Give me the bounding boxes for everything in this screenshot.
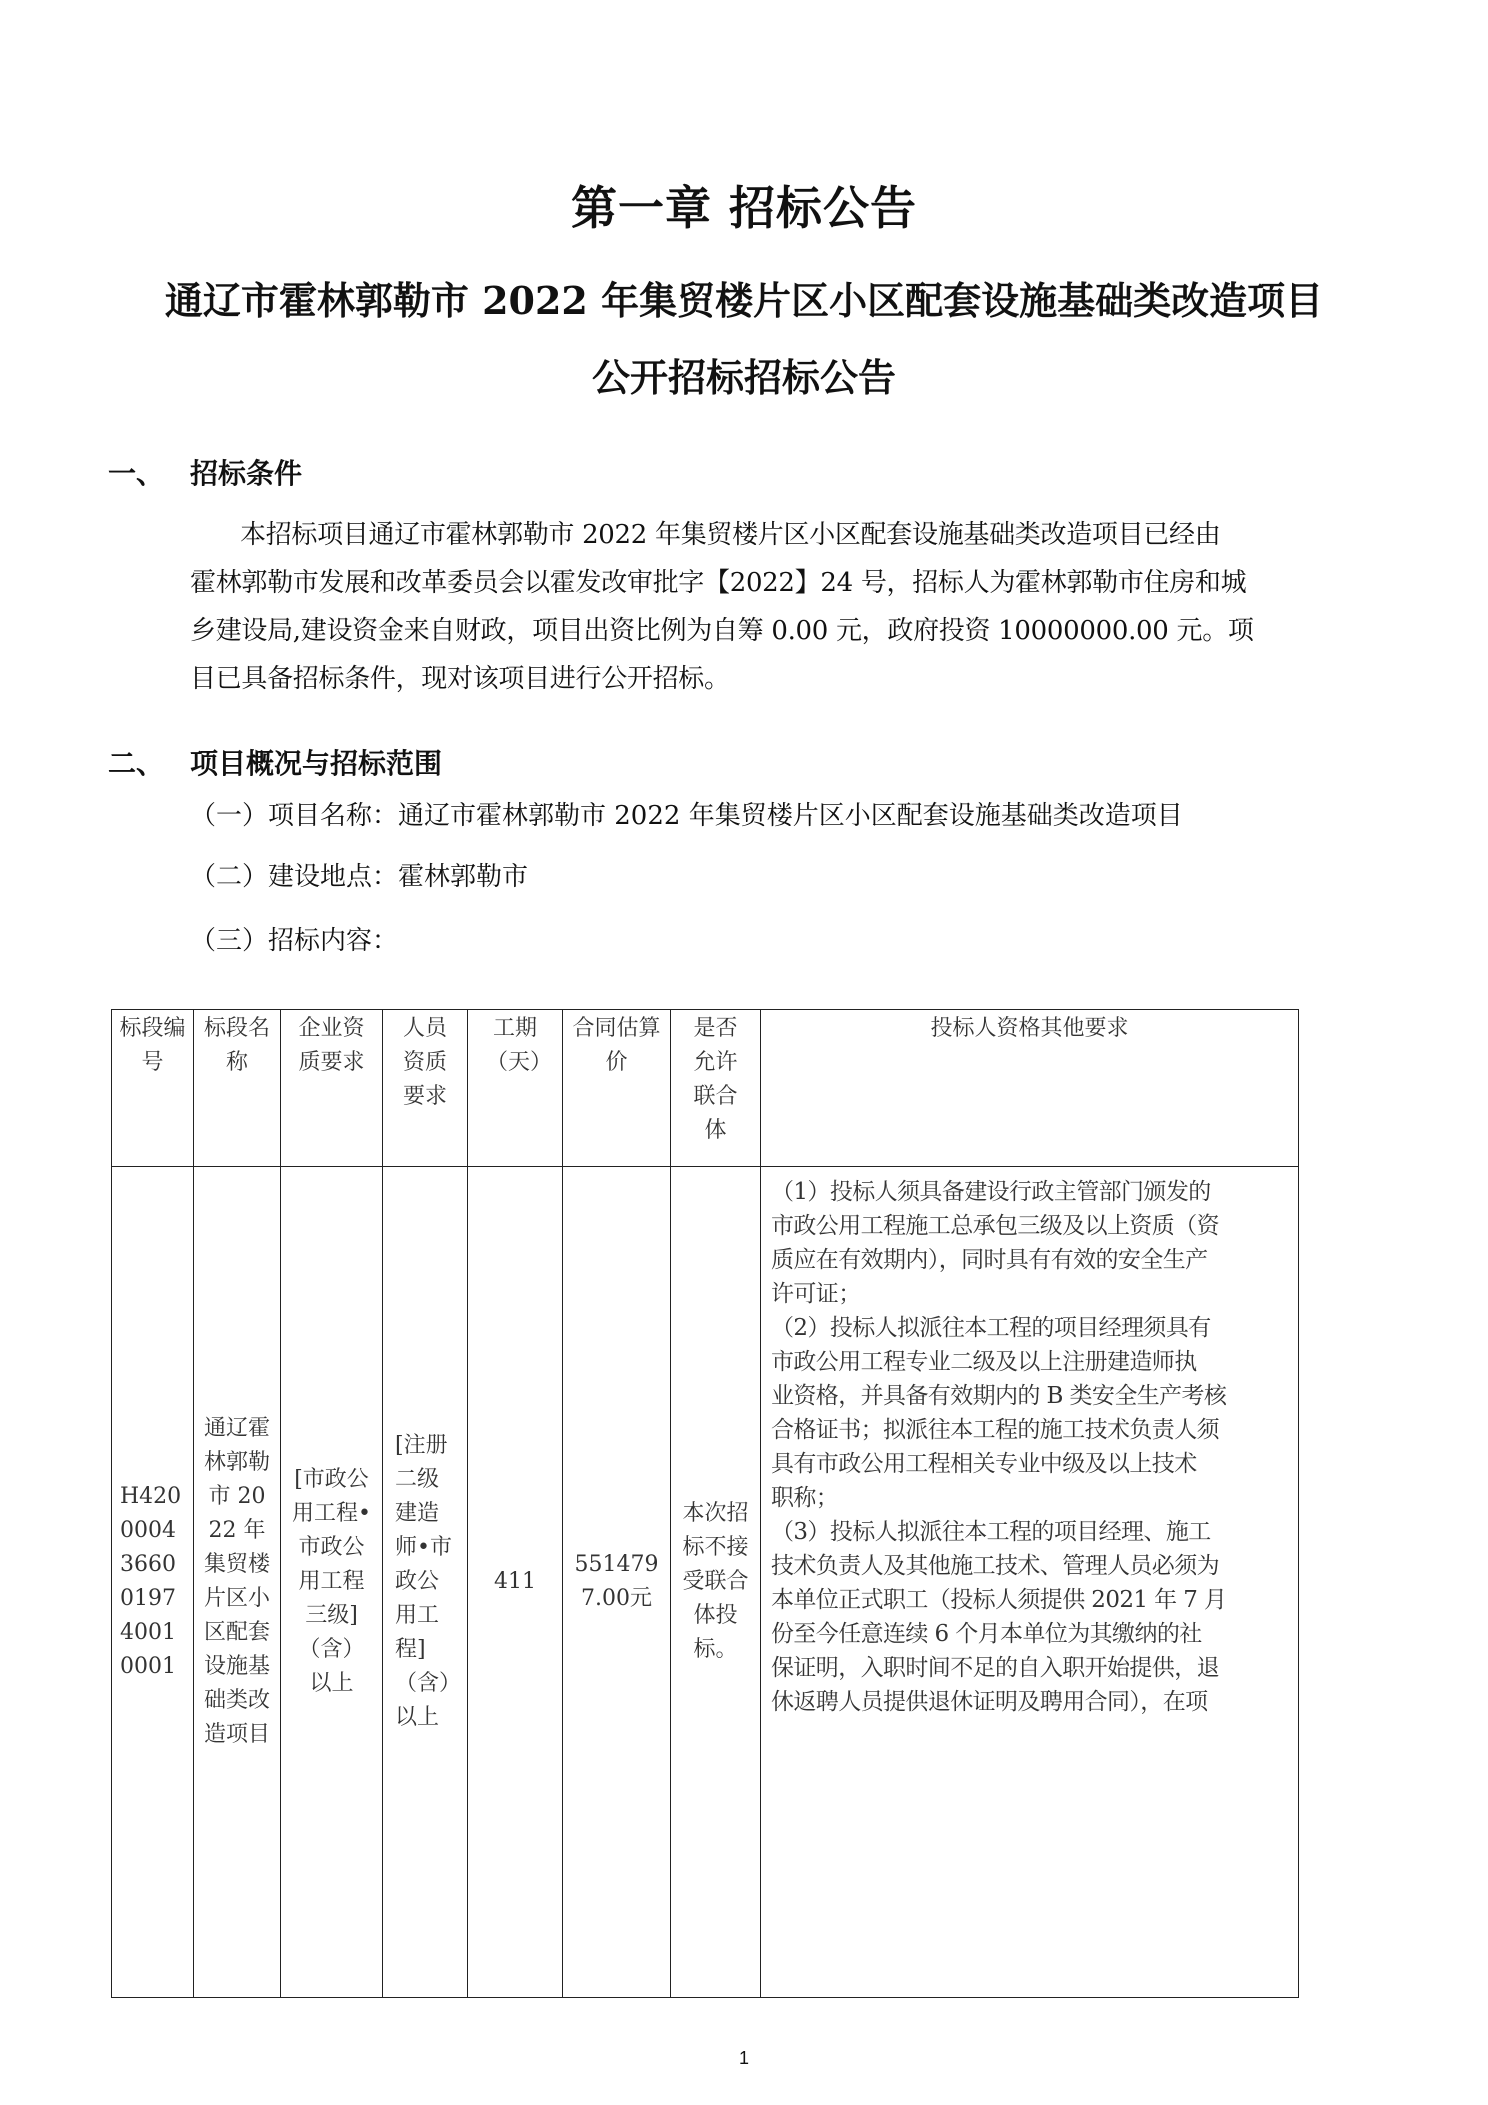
header-cell: 人员资质要求: [383, 1010, 468, 1167]
section-code-cell: H42000043660019740010001: [112, 1167, 194, 1998]
header-cell: 工期（天）: [468, 1010, 563, 1167]
requirement-line: 职称；: [771, 1485, 839, 1511]
header-cell: 企业资质要求: [281, 1010, 383, 1167]
page-number: 1: [738, 2048, 749, 2068]
section1-title: 招标条件: [190, 457, 303, 490]
header-cell: 标段名称: [194, 1010, 281, 1167]
requirement-line: 保证明，入职时间不足的自入职开始提供，退: [771, 1655, 1220, 1681]
tender-table: [111, 1009, 1299, 1998]
section2-title: 项目概况与招标范围: [190, 747, 443, 780]
header-cell: 合同估算价: [563, 1010, 671, 1167]
section2-number: 二、: [108, 747, 165, 780]
header-cell: 是否允许联合体: [671, 1010, 761, 1167]
requirement-line: 质应在有效期内），同时具有有效的安全生产: [771, 1247, 1208, 1273]
requirement-line: 许可证；: [771, 1281, 861, 1307]
requirement-line: 业资格，并具备有效期内的 B 类安全生产考核: [771, 1383, 1227, 1409]
project-name-item: （一）项目名称：通辽市霍林郭勒市 2022 年集贸楼片区小区配套设施基础类改造项目: [190, 801, 1183, 831]
consortium-cell: 本次招标不接受联合体投标。: [671, 1167, 761, 1998]
requirement-line: 市政公用工程专业二级及以上注册建造师执: [771, 1349, 1197, 1375]
section1-number: 一、: [108, 457, 165, 490]
section1-heading: [108, 452, 302, 492]
duration-cell: 411: [468, 1167, 563, 1998]
paragraph-line: 霍林郭勒市发展和改革委员会以霍发改审批字【2022】24 号，招标人为霍林郭勒市住房和城: [190, 568, 1247, 598]
requirement-line: （3）投标人拟派往本工程的项目经理、施工: [771, 1519, 1211, 1545]
requirement-line: 合格证书；拟派往本工程的施工技术负责人须: [771, 1417, 1220, 1443]
requirement-line: 技术负责人及其他施工技术、管理人员必须为: [771, 1553, 1220, 1579]
requirement-line: 市政公用工程施工总承包三级及以上资质（资: [771, 1213, 1220, 1239]
requirement-line: （2）投标人拟派往本工程的项目经理须具有: [771, 1315, 1211, 1341]
estimated-price-cell: 5514797.00元: [563, 1167, 671, 1998]
paragraph-line: 乡建设局,建设资金来自财政，项目出资比例为自筹 0.00 元，政府投资 10000000.00 元。项: [190, 616, 1254, 646]
table-row: [112, 1167, 1299, 1998]
other-requirements-cell: [761, 1167, 1299, 1998]
requirement-line: （1）投标人须具备建设行政主管部门颁发的: [771, 1179, 1211, 1205]
paragraph-line: 目已具备招标条件，现对该项目进行公开招标。: [190, 664, 730, 694]
requirement-line: 份至今任意连续 6 个月本单位为其缴纳的社: [771, 1621, 1202, 1647]
header-cell: 投标人资格其他要求: [761, 1010, 1299, 1167]
requirement-line: 具有市政公用工程相关专业中级及以上技术: [771, 1451, 1197, 1477]
paragraph-line: 本招标项目通辽市霍林郭勒市 2022 年集贸楼片区小区配套设施基础类改造项目已经由: [240, 520, 1221, 550]
requirement-line: 休返聘人员提供退休证明及聘用合同），在项: [771, 1689, 1208, 1715]
header-cell: 标段编号: [112, 1010, 194, 1167]
chapter-title: 第一章 招标公告: [570, 181, 917, 235]
announcement-title-line1: 通辽市霍林郭勒市 2022 年集贸楼片区小区配套设施基础类改造项目: [164, 278, 1324, 323]
announcement-title-line2: 公开招标招标公告: [591, 355, 896, 400]
tender-content-item: （三）招标内容：: [190, 926, 399, 956]
section1-paragraph: [190, 511, 1315, 703]
company-qualification-cell: [市政公用工程•市政公用工程三级]（含）以上: [281, 1167, 383, 1998]
section-name-cell: 通辽霍林郭勒市 2022 年集贸楼片区小区配套设施基础类改造项目: [194, 1167, 281, 1998]
location-item: （二）建设地点：霍林郭勒市: [190, 862, 529, 892]
section2-heading: [108, 742, 442, 782]
table-header-row: [112, 1010, 1299, 1167]
requirement-line: 本单位正式职工（投标人须提供 2021 年 7 月: [771, 1587, 1227, 1613]
staff-qualification-cell: [注册二级建造师•市政公用工程]（含）以上: [383, 1167, 468, 1998]
